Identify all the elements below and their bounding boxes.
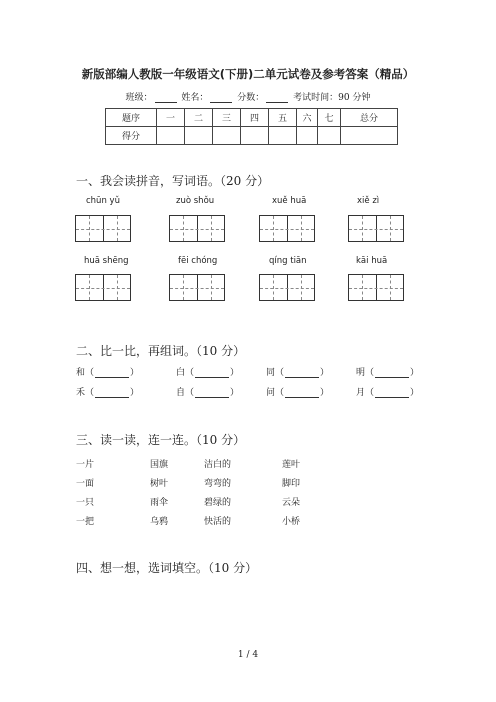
score-row-label: 得分 [106,127,157,145]
connect-word[interactable]: 雨伞 [150,498,169,508]
student-info-line [0,90,496,103]
score-header: 四 [241,109,269,127]
connect-word[interactable]: 一把 [76,517,95,527]
writing-grid[interactable] [75,274,131,301]
compare-item: 白（ ） [176,368,240,378]
score-header: 二 [185,109,213,127]
answer-blank[interactable] [95,368,129,378]
writing-grid[interactable] [169,274,225,301]
score-cell[interactable] [269,127,297,145]
connect-word[interactable]: 快活的 [204,517,232,527]
compare-item: 月（ ） [356,388,420,398]
score-header: 一 [157,109,185,127]
pinyin-label: xiě zì [357,196,380,206]
connect-word[interactable]: 洁白的 [204,460,232,470]
score-header: 七 [318,109,341,127]
name-blank[interactable] [210,93,232,103]
score-cell[interactable] [341,127,398,145]
compare-item: 和（ ） [76,368,140,378]
score-cell[interactable] [241,127,269,145]
compare-item: 禾（ ） [76,388,140,398]
connect-word[interactable]: 莲叶 [282,460,301,470]
page-number: 1 / 4 [237,650,259,660]
score-blank[interactable] [266,93,288,103]
writing-grid[interactable] [348,215,404,242]
compare-item: 明（ ） [356,368,420,378]
answer-blank[interactable] [195,388,229,398]
compare-item: 问（ ） [266,388,330,398]
answer-blank[interactable] [375,388,409,398]
page-title: 新版部编人教版一年级语文(下册)二单元试卷及参考答案（精品） [81,67,415,81]
connect-word[interactable]: 小桥 [282,517,301,527]
score-label: 分数： [237,93,265,103]
connect-word[interactable]: 脚印 [282,479,301,489]
connect-word[interactable]: 一只 [76,498,95,508]
score-cell[interactable] [297,127,318,145]
pinyin-label: zuò shǒu [176,196,215,206]
score-header: 五 [269,109,297,127]
answer-blank[interactable] [285,368,319,378]
score-cell[interactable] [318,127,341,145]
writing-grid[interactable] [259,215,315,242]
score-header: 总分 [341,109,398,127]
connect-word[interactable]: 树叶 [150,479,169,489]
compare-item: 自（ ） [176,388,240,398]
score-header: 三 [213,109,241,127]
time-label: 考试时间：90 分钟 [293,93,371,103]
score-cell[interactable] [185,127,213,145]
pinyin-label: huā shēng [84,256,129,266]
answer-blank[interactable] [95,388,129,398]
writing-grid[interactable] [259,274,315,301]
pinyin-label: kāi huā [356,256,388,266]
writing-grid[interactable] [169,215,225,242]
score-header: 题序 [106,109,157,127]
class-label: 班级： [125,93,153,103]
score-cell[interactable] [213,127,241,145]
name-label: 姓名： [181,93,209,103]
section-3-heading: 三、读一读，连一连。（10 分） [76,433,246,447]
pinyin-label: chūn yǔ [86,196,120,206]
section-1-heading: 一、我会读拼音，写词语。（20 分） [76,174,270,188]
connect-word[interactable]: 乌鸦 [150,517,169,527]
connect-word[interactable]: 弯弯的 [204,479,232,489]
score-table [105,108,398,145]
score-cell[interactable] [157,127,185,145]
section-4-heading: 四、想一想，选词填空。（10 分） [76,561,258,575]
compare-item: 同（ ） [266,368,330,378]
connect-word[interactable]: 一片 [76,460,95,470]
pinyin-label: xuě huā [272,196,307,206]
score-header: 六 [297,109,318,127]
writing-grid[interactable] [348,274,404,301]
pinyin-label: fēi chóng [178,256,218,266]
connect-word[interactable]: 云朵 [282,498,301,508]
answer-blank[interactable] [195,368,229,378]
section-2-heading: 二、比一比，再组词。（10 分） [76,344,246,358]
answer-blank[interactable] [285,388,319,398]
answer-blank[interactable] [375,368,409,378]
writing-grid[interactable] [75,215,131,242]
pinyin-label: qíng tiān [269,256,307,266]
connect-word[interactable]: 国旗 [150,460,169,470]
connect-word[interactable]: 碧绿的 [204,498,232,508]
connect-word[interactable]: 一面 [76,479,95,489]
class-blank[interactable] [155,93,177,103]
